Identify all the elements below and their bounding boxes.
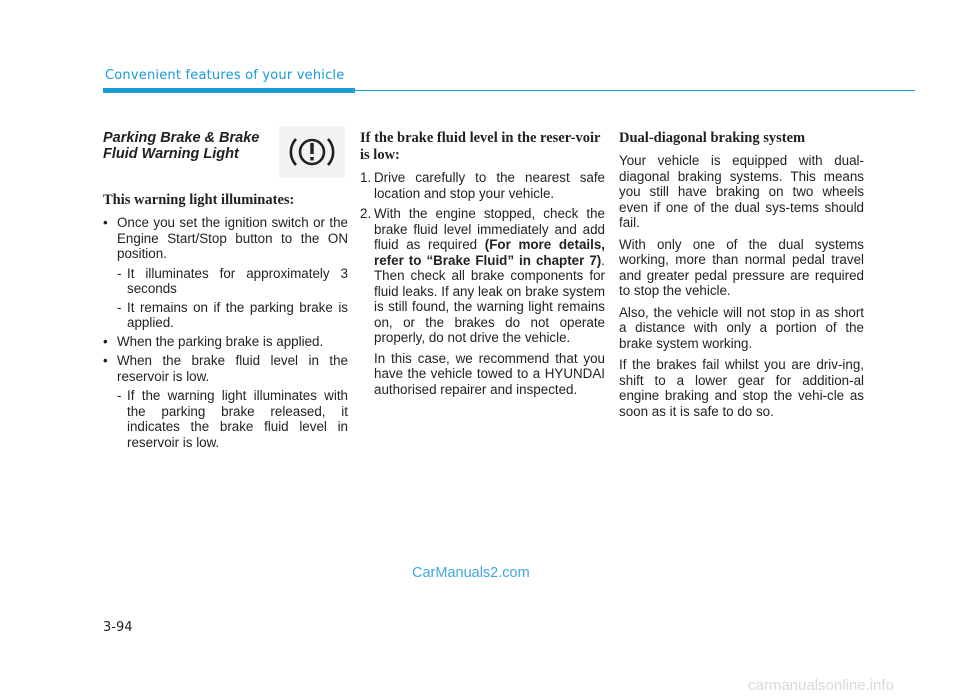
step-2: 2. With the engine stopped, check the brake fluid level immediately and add fluid as required (For more details, refer to “Brake Fluid” in chapter 7). Then check all brake components for fluid leaks. If any leak on brake system is still found, the warning light remains on, or the brakes do not operate properly, do not drive the vehicle. [360, 206, 606, 345]
list-subitem: - It illuminates for approximately 3 seconds [117, 265, 348, 296]
paragraph: If the brakes fail whilst you are driv-ing, shift to a lower gear for addition-al engine braking and stop the vehi-cle as soon as it is safe to do so. [619, 357, 864, 419]
paragraph: Also, the vehicle will not stop in as short a distance with only a portion of the brake system working. [619, 304, 864, 351]
subheading-illuminates: This warning light illuminates: [103, 192, 295, 208]
subheading-dual-diagonal: Dual-diagonal braking system [619, 130, 806, 146]
step-2-note: In this case, we recommend that you have the vehicle towed to a HYUNDAI authorised repairer and inspected. [374, 350, 605, 397]
list-subitem: - It remains on if the parking brake is applied. [117, 299, 348, 330]
watermark-link[interactable]: CarManuals2.com [412, 565, 530, 581]
paragraph: With only one of the dual systems working, more than normal pedal travel and greater pedal pressure are required to stop the vehicle. [619, 236, 864, 298]
list-item: • When the parking brake is applied. [103, 333, 324, 349]
brake-warning-icon [279, 126, 345, 178]
header-rule-thick [103, 88, 355, 93]
step-1: 1. Drive carefully to the nearest safe location and stop your vehicle. [360, 170, 605, 201]
paragraph: Your vehicle is equipped with dual-diagonal braking systems. This means you still have braking on two wheels even if one of the dual sys-tems should fail. [619, 153, 864, 230]
list-item: • Once you set the ignition switch or the Engine Start/Stop button to the ON position. [103, 215, 348, 261]
list-item: • When the brake fluid level in the reservoir is low. [103, 353, 348, 384]
warning-title: Parking Brake & Brake Fluid Warning Light [103, 130, 260, 162]
subheading-fluid-low: If the brake fluid level in the reser-voir is low: [360, 130, 601, 163]
column-fluid-low [360, 130, 605, 402]
list-subitem: - If the warning light illuminates with the parking brake released, it indicates the brake fluid level in reservoir is low. [117, 388, 348, 450]
column-warning-light [103, 130, 348, 453]
section-title: Convenient features of your vehicle [105, 68, 345, 83]
step-2-reference: (For more details, refer to “Brake Fluid” in chapter 7) [374, 237, 606, 268]
column-dual-diagonal [619, 130, 864, 425]
footer-watermark: carmanualsonline.info [748, 677, 894, 694]
header-rule-thin [355, 90, 915, 91]
page-number: 3-94 [103, 620, 133, 635]
